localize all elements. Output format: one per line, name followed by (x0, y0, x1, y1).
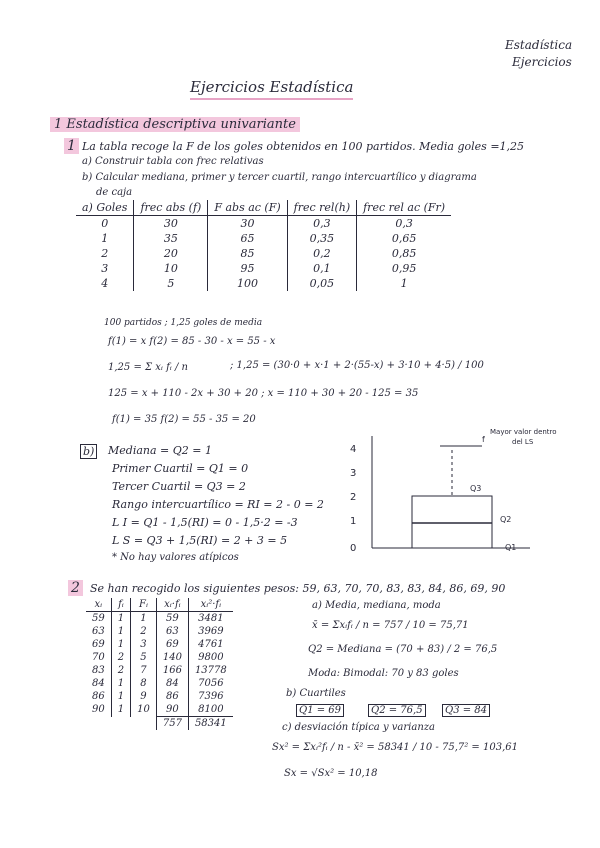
answer-q3: Tercer Cuartil = Q3 = 2 (112, 480, 246, 493)
cell: 69 (156, 638, 188, 651)
exercise-number-2: 2 (68, 580, 83, 596)
table-row (76, 246, 451, 261)
total-xf: 757 (156, 717, 188, 731)
answer-q1: Primer Cuartil = Q1 = 0 (112, 462, 249, 475)
ex2-mediana: Q2 = Mediana = (70 + 83) / 2 = 76,5 (308, 644, 498, 655)
cell: 1 (111, 677, 130, 690)
cell: 0,05 (287, 276, 356, 291)
q1-label: Q1 (505, 543, 517, 552)
cell: 59 (156, 612, 188, 626)
cell: 13778 (188, 664, 232, 677)
table-row (76, 261, 451, 276)
table-header-row (86, 598, 233, 612)
ex2-varianza: Sx² = Σxᵢ²fᵢ / n - x̄² = 58341 / 10 - 75,7² = 103,61 (272, 742, 518, 753)
page-title: Ejercicios Estadística (190, 78, 353, 100)
cell: 9800 (188, 651, 232, 664)
cell: 65 (208, 231, 287, 246)
col-header: frec rel ac (Fr) (357, 200, 451, 216)
work-line-1: 100 partidos ; 1,25 goles de media (104, 318, 263, 328)
y-tick-label: 0 (350, 543, 357, 554)
table-row (86, 625, 233, 638)
cell: 10 (131, 703, 157, 717)
cell: 30 (134, 216, 208, 232)
table-row (86, 651, 233, 664)
q2-label: Q2 (500, 515, 512, 524)
cell: 4 (101, 277, 109, 290)
cell: 166 (156, 664, 188, 677)
cell: 1 (357, 276, 451, 291)
answer-ri: Rango intercuartílico = RI = 2 - 0 = 2 (112, 498, 324, 511)
cell: 1 (111, 638, 130, 651)
answer-note: * No hay valores atípicos (112, 552, 239, 563)
ex2-q3: Q3 = 84 (442, 704, 490, 717)
cell: 1 (111, 612, 130, 626)
cell: 10 (134, 261, 208, 276)
ex2-c-label: c) desviación típica y varianza (282, 722, 435, 733)
y-tick-label: 3 (350, 468, 357, 479)
cell: 0,3 (357, 216, 451, 232)
cell: 70 (92, 652, 105, 663)
cell: 63 (92, 626, 105, 637)
cell: 0,95 (357, 261, 451, 276)
cell: 4761 (188, 638, 232, 651)
col-header: fᵢ (111, 598, 130, 612)
cell: 2 (111, 664, 130, 677)
box (412, 496, 492, 548)
table-row (86, 703, 233, 717)
ex1-part-b-line2: de caja (96, 187, 133, 198)
cell: 1 (111, 703, 130, 717)
cell: 85 (208, 246, 287, 261)
cell: 59 (92, 613, 105, 624)
cell: 8 (131, 677, 157, 690)
cell: 86 (156, 690, 188, 703)
frequency-table-1 (76, 200, 451, 291)
table-row (76, 231, 451, 246)
ex2-desv-tipica: Sx = √Sx² = 10,18 (284, 768, 378, 779)
cell: 7396 (188, 690, 232, 703)
cell: 3969 (188, 625, 232, 638)
cell: 3 (101, 262, 109, 275)
header-subject: Estadística (505, 38, 573, 52)
work-line-5: f(1) = 35 f(2) = 55 - 35 = 20 (112, 414, 256, 425)
cell: 1 (131, 612, 157, 626)
col-header: xᵢ·fᵢ (156, 598, 188, 612)
answer-ls: L S = Q3 + 1,5(RI) = 2 + 3 = 5 (112, 534, 288, 547)
table-row (86, 638, 233, 651)
cell: 8100 (188, 703, 232, 717)
cell: 95 (208, 261, 287, 276)
table-row (86, 664, 233, 677)
col-header: xᵢ (86, 598, 111, 612)
ex2-moda: Moda: Bimodal: 70 y 83 goles (308, 668, 459, 679)
work-line-4: 125 = x + 110 - 2x + 30 + 20 ; x = 110 + 30 + 20 - 125 = 35 (108, 388, 419, 399)
table-row (86, 677, 233, 690)
cell: 0,2 (287, 246, 356, 261)
y-tick-label: 4 (350, 444, 357, 455)
cell: 1 (111, 625, 130, 638)
col-header: Fᵢ (131, 598, 157, 612)
table-row (86, 612, 233, 626)
cell: 100 (208, 276, 287, 291)
cell: 0,85 (357, 246, 451, 261)
cell: 0,35 (287, 231, 356, 246)
cell: 20 (134, 246, 208, 261)
box-plot (340, 428, 580, 558)
col-header: xᵢ²·fᵢ (188, 598, 232, 612)
whisker-note-2: del LS (512, 438, 534, 446)
cell: 90 (92, 704, 105, 716)
col-header: F abs ac (F) (208, 200, 287, 216)
y-tick-label: 1 (350, 516, 357, 527)
cell: 1 (101, 232, 109, 245)
col-header: frec abs (f) (134, 200, 208, 216)
cell: 35 (134, 231, 208, 246)
cell: 9 (131, 690, 157, 703)
cell: 3 (131, 638, 157, 651)
exercise-number-1: 1 (64, 138, 79, 154)
totals-row (86, 717, 233, 731)
cell: 2 (111, 651, 130, 664)
cell: 7 (131, 664, 157, 677)
answer-li: L I = Q1 - 1,5(RI) = 0 - 1,5·2 = -3 (112, 516, 298, 529)
whisker-note-1: Mayor valor dentro (490, 428, 557, 436)
q3-label: Q3 (470, 484, 482, 493)
cell: 69 (92, 639, 105, 650)
table-row (76, 276, 451, 291)
frequency-table-2 (86, 598, 233, 730)
cell: 7056 (188, 677, 232, 690)
work-line-3a: 1,25 = Σ xᵢ fᵢ / n (108, 362, 188, 373)
total-x2f: 58341 (188, 717, 232, 731)
cell: 0,3 (287, 216, 356, 232)
table-row (76, 216, 451, 232)
col-header: frec rel(h) (287, 200, 356, 216)
cell: 3481 (188, 612, 232, 626)
cell: 5 (134, 276, 208, 291)
ex2-b-label: b) Cuartiles (286, 688, 346, 699)
work-line-2: f(1) = x f(2) = 85 - 30 - x = 55 - x (108, 336, 276, 347)
whisker-label: f (482, 435, 485, 444)
table-header-row (76, 200, 451, 216)
cell: 140 (156, 651, 188, 664)
cell: 84 (156, 677, 188, 690)
ex1-statement: La tabla recoge la F de los goles obtenidos en 100 partidos. Media goles =1,25 (82, 140, 525, 153)
header-type: Ejercicios (512, 55, 572, 69)
part-b-label: b) (80, 444, 97, 459)
cell: 30 (208, 216, 287, 232)
section-heading: 1 Estadística descriptiva univariante (50, 117, 300, 132)
cell: 0,1 (287, 261, 356, 276)
col-header: a) Goles (76, 200, 134, 216)
cell: 0 (101, 217, 109, 230)
cell: 63 (156, 625, 188, 638)
table-row (86, 690, 233, 703)
cell: 83 (92, 665, 105, 676)
answer-mediana: Mediana = Q2 = 1 (108, 444, 212, 457)
ex2-statement: Se han recogido los siguientes pesos: 59, 63, 70, 70, 83, 83, 84, 86, 69, 90 (90, 582, 506, 595)
ex2-a-label: a) Media, mediana, moda (312, 600, 441, 611)
cell: 90 (156, 703, 188, 717)
ex1-part-b-line1: b) Calcular mediana, primer y tercer cuartil, rango intercuartílico y diagrama (82, 172, 477, 183)
cell: 5 (131, 651, 157, 664)
cell: 2 (101, 247, 109, 260)
cell: 1 (111, 690, 130, 703)
ex2-media: x̄ = Σxᵢfᵢ / n = 757 / 10 = 75,71 (312, 620, 469, 631)
cell: 84 (92, 678, 105, 689)
ex2-q2: Q2 = 76,5 (368, 704, 426, 717)
cell: 86 (92, 691, 105, 702)
cell: 2 (131, 625, 157, 638)
y-tick-label: 2 (350, 492, 357, 503)
cell: 0,65 (357, 231, 451, 246)
work-line-3b: ; 1,25 = (30·0 + x·1 + 2·(55-x) + 3·10 + 4·5) / 100 (230, 360, 484, 371)
ex2-q1: Q1 = 69 (296, 704, 344, 717)
ex1-part-a: a) Construir tabla con frec relativas (82, 156, 264, 167)
